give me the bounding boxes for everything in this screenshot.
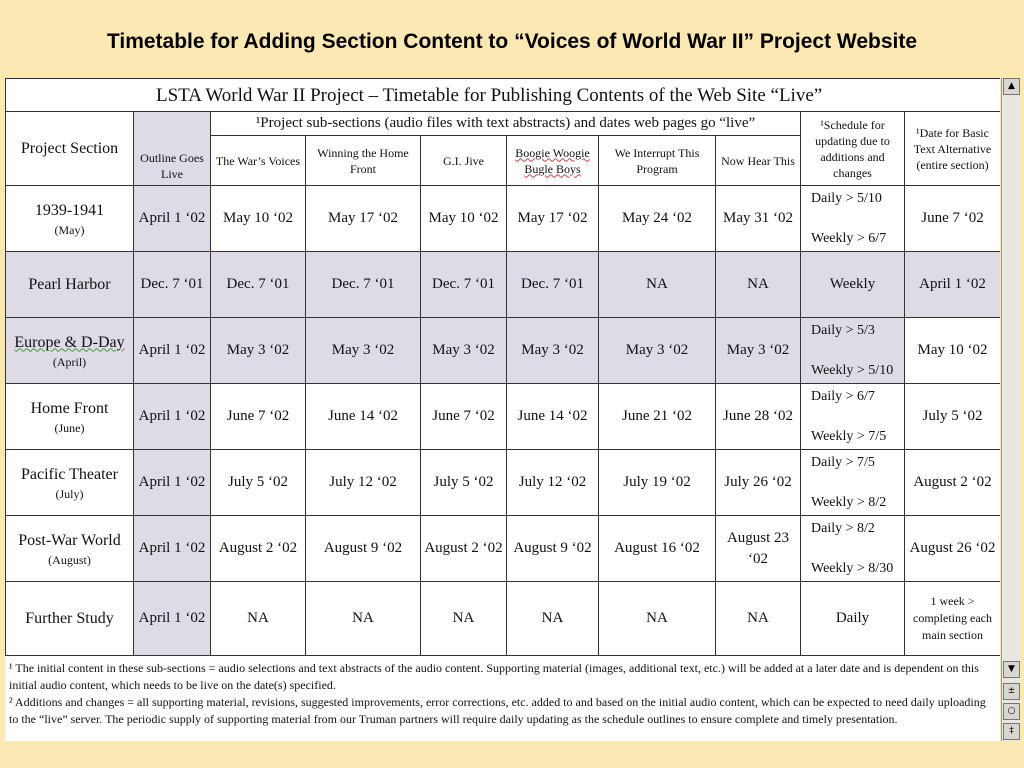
row-cell: June 14 ‘02 [306, 384, 421, 450]
row-schedule: Daily > 5/3 Weekly > 5/10 [801, 318, 905, 384]
subsection-header: Now Hear This [716, 136, 801, 186]
row-basic: August 2 ‘02 [905, 450, 1001, 516]
footnotes [9, 660, 994, 728]
table-row [6, 582, 1001, 656]
footnote-2: ² Additions and changes = all supporting material, revisions, suggested improvements, error corrections, etc. added to and based on the initial audio content, which can be expected to need daily uploading to the “live” server. The periodic supply of supporting material from our Truman partners will require daily updating as the schedule outlines to ensure complete and timely presentation. [9, 695, 986, 726]
row-cell: May 10 ‘02 [421, 186, 507, 252]
row-outline: Dec. 7 ‘01 [134, 252, 211, 318]
row-outline: April 1 ‘02 [134, 186, 211, 252]
row-cell: May 3 ‘02 [599, 318, 716, 384]
subsection-header: Winning the Home Front [306, 136, 421, 186]
doc-title: LSTA World War II Project – Timetable for Publishing Contents of the Web Site “Live” [6, 79, 1001, 112]
row-schedule: Daily > 5/10 Weekly > 6/7 [801, 186, 905, 252]
row-section: 1939-1941 (May) [6, 186, 134, 252]
row-section: Pacific Theater (July) [6, 450, 134, 516]
row-cell: NA [211, 582, 306, 656]
row-cell: NA [599, 252, 716, 318]
row-cell: July 26 ‘02 [716, 450, 801, 516]
table-row [6, 516, 1001, 582]
row-cell: NA [599, 582, 716, 656]
row-cell: August 16 ‘02 [599, 516, 716, 582]
row-cell: NA [716, 582, 801, 656]
slide-title: Timetable for Adding Section Content to “Voices of World War II” Project Website [106, 30, 918, 53]
row-cell: May 17 ‘02 [306, 186, 421, 252]
row-cell: Dec. 7 ‘01 [211, 252, 306, 318]
row-cell: July 12 ‘02 [306, 450, 421, 516]
row-basic: August 26 ‘02 [905, 516, 1001, 582]
subsection-header: G.I. Jive [421, 136, 507, 186]
next-page-icon[interactable]: ‡ [1003, 723, 1020, 740]
row-cell: May 17 ‘02 [507, 186, 599, 252]
row-cell: June 21 ‘02 [599, 384, 716, 450]
row-basic: April 1 ‘02 [905, 252, 1001, 318]
row-cell: May 31 ‘02 [716, 186, 801, 252]
row-cell: May 3 ‘02 [306, 318, 421, 384]
document-view [5, 78, 1000, 741]
row-outline: April 1 ‘02 [134, 582, 211, 656]
row-section: Post-War World (August) [6, 516, 134, 582]
table-row [6, 450, 1001, 516]
select-browse-object-icon[interactable]: ○ [1003, 703, 1020, 720]
row-outline: April 1 ‘02 [134, 384, 211, 450]
subsection-header: We Interrupt This Program [599, 136, 716, 186]
row-schedule: Daily > 7/5 Weekly > 8/2 [801, 450, 905, 516]
row-cell: NA [507, 582, 599, 656]
row-section: Further Study [6, 582, 134, 656]
row-cell: July 12 ‘02 [507, 450, 599, 516]
row-cell: May 3 ‘02 [507, 318, 599, 384]
row-schedule: Weekly [801, 252, 905, 318]
header-outline: Outline Goes Live [134, 112, 211, 186]
header-subsections: ¹Project sub-sections (audio files with text abstracts) and dates web pages go “live” [211, 112, 801, 136]
scroll-up-icon[interactable]: ▲ [1003, 78, 1020, 95]
table-row [6, 318, 1001, 384]
header-schedule: ¹Schedule for updating due to additions and changes [801, 112, 905, 186]
previous-page-icon[interactable]: ± [1003, 683, 1020, 700]
table-row [6, 252, 1001, 318]
header-basic-text: ¹Date for Basic Text Alternative (entire section) [905, 112, 1001, 186]
row-cell: June 28 ‘02 [716, 384, 801, 450]
row-cell: July 5 ‘02 [211, 450, 306, 516]
row-cell: May 10 ‘02 [211, 186, 306, 252]
row-cell: May 3 ‘02 [421, 318, 507, 384]
row-cell: August 9 ‘02 [306, 516, 421, 582]
subsection-header: The War’s Voices [211, 136, 306, 186]
scroll-down-icon[interactable]: ▼ [1003, 661, 1020, 678]
row-basic: 1 week > completing each main section [905, 582, 1001, 656]
row-cell: August 2 ‘02 [421, 516, 507, 582]
subsection-header: Boogie Woogie Bugle Boys [507, 136, 599, 186]
row-cell: Dec. 7 ‘01 [507, 252, 599, 318]
row-cell: June 7 ‘02 [421, 384, 507, 450]
timetable [5, 78, 1000, 656]
row-cell: NA [716, 252, 801, 318]
row-section: Pearl Harbor [6, 252, 134, 318]
row-cell: June 7 ‘02 [211, 384, 306, 450]
row-section: Home Front (June) [6, 384, 134, 450]
row-cell: Dec. 7 ‘01 [306, 252, 421, 318]
row-section: Europe & D-Day (April) [6, 318, 134, 384]
vertical-scrollbar[interactable] [1001, 78, 1020, 741]
row-cell: June 14 ‘02 [507, 384, 599, 450]
row-cell: Dec. 7 ‘01 [421, 252, 507, 318]
row-outline: April 1 ‘02 [134, 450, 211, 516]
row-cell: May 24 ‘02 [599, 186, 716, 252]
row-outline: April 1 ‘02 [134, 516, 211, 582]
row-cell: May 3 ‘02 [716, 318, 801, 384]
row-schedule: Daily > 8/2 Weekly > 8/30 [801, 516, 905, 582]
row-cell: August 9 ‘02 [507, 516, 599, 582]
footnote-1: ¹ The initial content in these sub-sections = audio selections and text abstracts of the audio content. Supporting material (images, additional text, etc.) will be added at a later date and is dependent on this initial audio content, which needs to be live on the date(s) specified. [9, 661, 979, 692]
row-cell: May 3 ‘02 [211, 318, 306, 384]
row-cell: NA [421, 582, 507, 656]
table-row [6, 186, 1001, 252]
row-schedule: Daily [801, 582, 905, 656]
row-cell: July 19 ‘02 [599, 450, 716, 516]
row-cell: NA [306, 582, 421, 656]
header-project-section: Project Section [6, 112, 134, 186]
row-basic: June 7 ‘02 [905, 186, 1001, 252]
row-cell: August 23 ‘02 [716, 516, 801, 582]
row-schedule: Daily > 6/7 Weekly > 7/5 [801, 384, 905, 450]
row-outline: April 1 ‘02 [134, 318, 211, 384]
row-cell: July 5 ‘02 [421, 450, 507, 516]
row-cell: August 2 ‘02 [211, 516, 306, 582]
table-row [6, 384, 1001, 450]
row-basic: May 10 ‘02 [905, 318, 1001, 384]
row-basic: July 5 ‘02 [905, 384, 1001, 450]
